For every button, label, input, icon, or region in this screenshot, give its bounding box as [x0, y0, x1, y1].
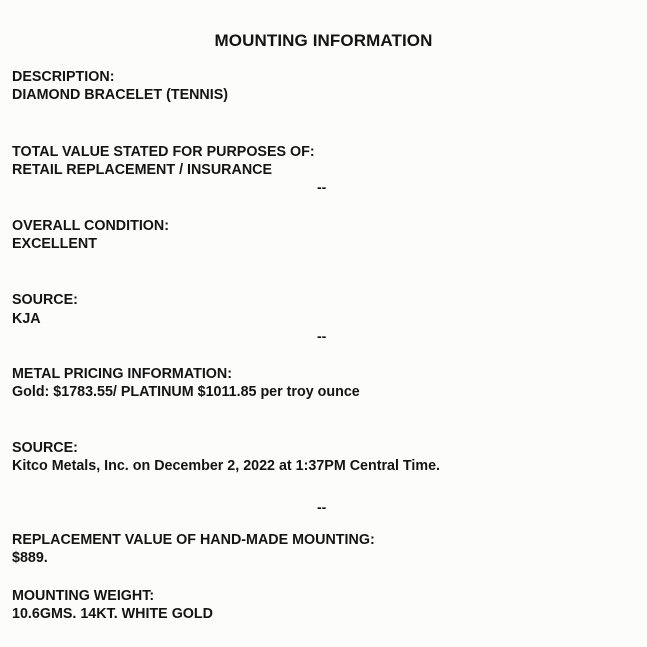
- pricing-source-value: Kitco Metals, Inc. on December 2, 2022 at 1:37PM Central Time.: [12, 458, 441, 474]
- source-value: KJA: [12, 311, 41, 327]
- mounting-weight-label: MOUNTING WEIGHT:: [12, 588, 155, 604]
- description-label: DESCRIPTION:: [12, 69, 115, 85]
- total-value-value: RETAIL REPLACEMENT / INSURANCE: [12, 162, 273, 178]
- total-value-label: TOTAL VALUE STATED FOR PURPOSES OF:: [12, 144, 315, 160]
- overall-condition-value: EXCELLENT: [12, 236, 97, 252]
- pricing-source-label: SOURCE:: [12, 440, 78, 456]
- replacement-value-label: REPLACEMENT VALUE OF HAND-MADE MOUNTING:: [12, 532, 375, 548]
- description-value: DIAMOND BRACELET (TENNIS): [12, 87, 229, 103]
- replacement-value-value: $889.: [12, 550, 48, 566]
- separator-2: --: [317, 328, 327, 344]
- metal-pricing-value: Gold: $1783.55/ PLATINUM $1011.85 per troy ounce: [12, 384, 360, 400]
- metal-pricing-label: METAL PRICING INFORMATION:: [12, 366, 232, 382]
- separator-1: --: [317, 179, 327, 195]
- mounting-weight-value: 10.6GMS. 14KT. WHITE GOLD: [12, 606, 213, 622]
- overall-condition-label: OVERALL CONDITION:: [12, 218, 170, 234]
- page-title: MOUNTING INFORMATION: [214, 31, 433, 50]
- separator-3: --: [317, 499, 327, 515]
- source-label: SOURCE:: [12, 292, 78, 308]
